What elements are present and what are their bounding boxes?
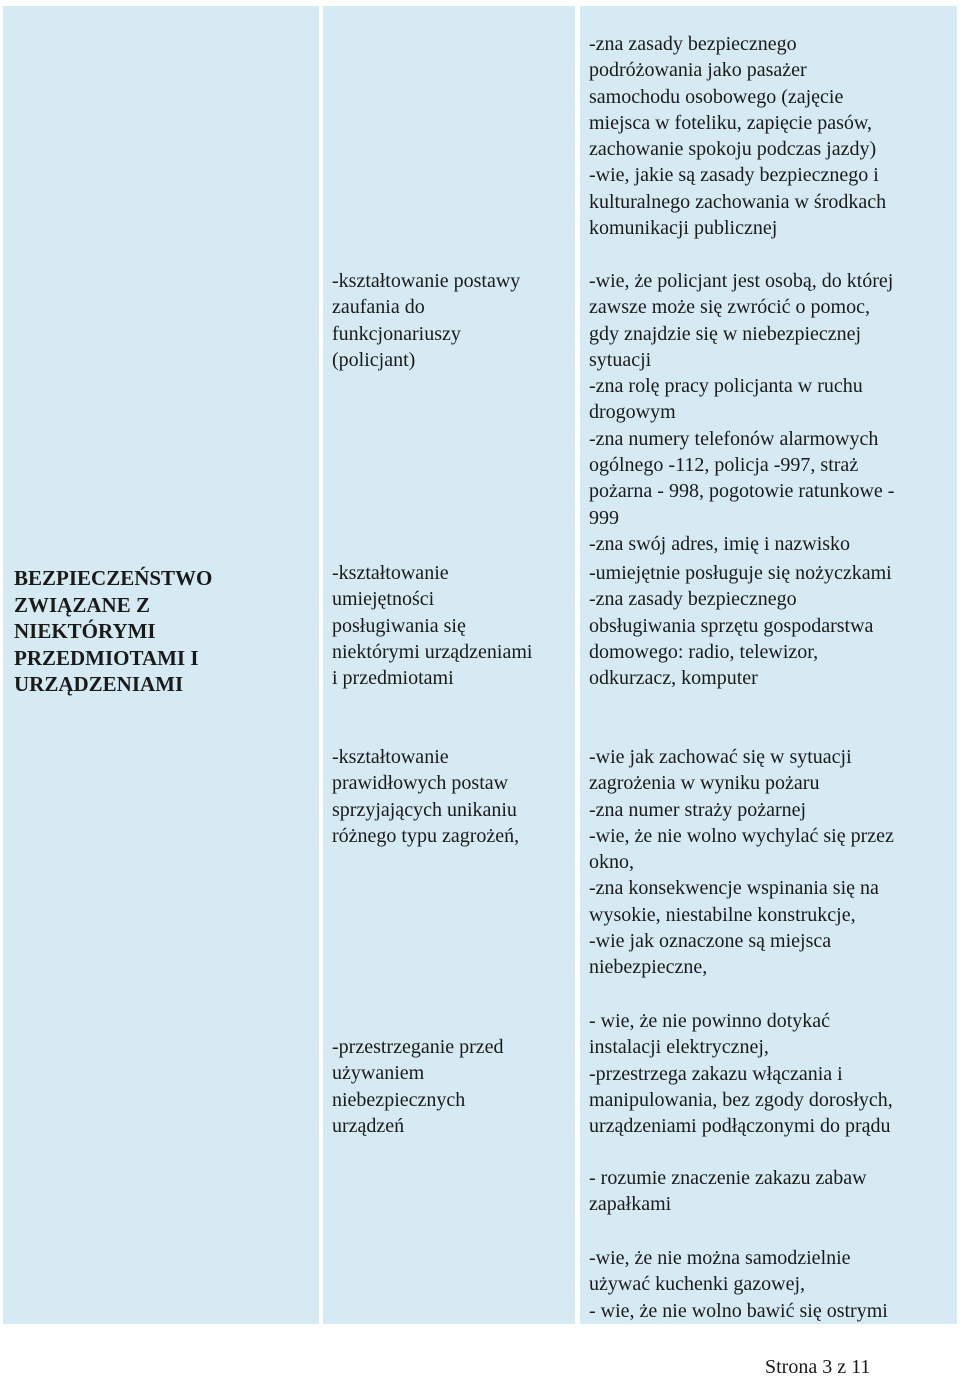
goals-column xyxy=(323,6,575,1324)
outcome-matches: - rozumie znaczenie zakazu zabaw zapałkami xyxy=(589,1167,867,1216)
goal-device-skills: -kształtowanie umiejętności posługiwania się niektórymi urządzeniami i przedmiotami xyxy=(332,562,533,690)
outcome-electricity: - wie, że nie powinno dotykać instalacji elektrycznej, -przestrzega zakazu włączania i manipulowania, bez zgody dorosłych, urządzeniami podłączonymi do prądu xyxy=(589,1010,893,1138)
outcome-police: -wie, że policjant jest osobą, do której zawsze może się zwrócić o pomoc, gdy znajdzie się w niebezpiecznej sytuacji -zna rolę pracy policjanta w ruchu drogowym -zna numery telefonów alarmowych ogólnego -112, policja -997, straż pożarna - 998, pogotowie ratunkowe - 999 -zna swój adres, imię i nazwisko xyxy=(589,270,895,555)
goal-trust-police: -kształtowanie postawy zaufania do funkcjonariuszy (policjant) xyxy=(332,270,521,371)
outcome-travel-safety: -zna zasady bezpiecznego podróżowania jako pasażer samochodu osobowego (zajęcie miejsca w foteliku, zapięcie pasów, zachowanie spokoju podczas jazdy) -wie, jakie są zasady bezpiecznego i kulturalnego zachowania w środkach komunikacji publicznej xyxy=(589,33,887,240)
outcome-fire-heights: -wie jak zachować się w sytuacji zagrożenia w wyniku pożaru -zna numer straży pożarnej -wie, że nie wolno wychylać się przez okno, -zna konsekwencje wspinania się na wysokie, niestabilne konstrukcje, -wie jak oznaczone są miejsca niebezpieczne, xyxy=(589,746,894,979)
category-heading: BEZPIECZEŃSTWO ZWIĄZANE Z NIEKTÓRYMI PRZEDMIOTAMI I URZĄDZENIAMI xyxy=(14,566,213,696)
outcomes-column xyxy=(580,6,957,1324)
goal-avoid-dangers: -kształtowanie prawidłowych postaw sprzyjających unikaniu różnego typu zagrożeń, xyxy=(332,746,520,847)
outcome-gas-sharp: -wie, że nie można samodzielnie używać kuchenki gazowej, - wie, że nie wolno bawić się ostrymi xyxy=(589,1247,888,1322)
category-column xyxy=(3,6,319,1324)
outcome-household-devices: -umiejętnie posługuje się nożyczkami -zna zasady bezpiecznego obsługiwania sprzętu gospodarstwa domowego: radio, telewizor, odkurzacz, komputer xyxy=(589,562,892,690)
page-number: Strona 3 z 11 xyxy=(765,1356,871,1378)
goal-dangerous-devices: -przestrzeganie przed używaniem niebezpiecznych urządzeń xyxy=(332,1036,504,1137)
